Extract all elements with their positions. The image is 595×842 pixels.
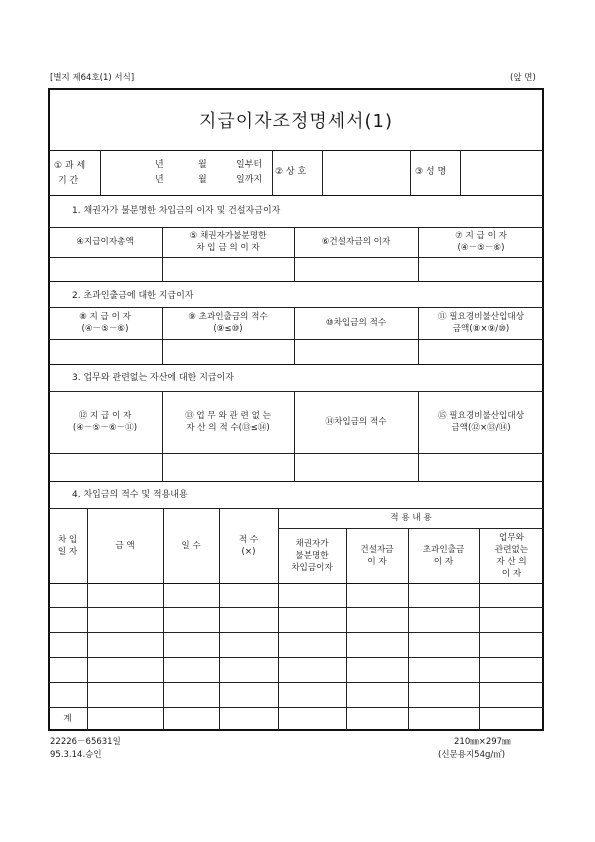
unclear-creditor-interest-header: 채권자가 불분명한 차입금이자 [291,538,333,573]
amount-header: 금 액 [115,541,135,551]
divider [410,150,411,195]
form-number: [별지 제64호(1) 서식] [50,73,135,83]
overdraw-interest-header: 초과인출금 이 자 [422,544,465,567]
period-label: 기 간 [58,176,79,186]
form-title: 지급이자조정명세서(1) [199,111,393,132]
divider [48,364,544,365]
divider [100,150,101,195]
divider [48,150,544,151]
days-header: 일 수 [181,540,201,551]
divider [48,281,544,282]
borrowing-product-header: ⑭차입금의 적수 [325,417,387,427]
divider [48,707,544,708]
period-label: ① 과 세 [54,161,86,171]
table-row[interactable] [48,657,544,682]
paid-interest-field[interactable] [50,455,160,479]
borrowing-product-field[interactable] [296,455,416,479]
paid-interest-header: ⑧ 지 급 이 자 (④－⑤－⑥) [79,312,131,334]
borrowing-product-header: ⑩차입금의 적수 [325,318,387,328]
unclear-creditor-interest-field[interactable] [164,259,292,279]
nondeductible-amount-header: ⑮ 필요경비불산입대상 금액(⑫×⑬/⑭) [437,411,525,433]
overdraw-product-field[interactable] [164,341,292,362]
year-label: 년 [155,160,164,170]
divider [272,150,273,195]
divider [48,195,544,196]
section2-title: 2. 초과인출금에 대한 지급이자 [72,291,194,301]
construction-interest-header: ⑥건설자금의 이자 [321,237,391,247]
table-row[interactable] [48,583,544,607]
unrelated-asset-product-field[interactable] [164,455,292,479]
borrowing-product-field[interactable] [296,341,416,362]
borrow-date-header: 차 입 일 자 [57,534,78,557]
nondeductible-amount-field[interactable] [420,455,542,479]
paid-interest-header: ⑫ 지 급 이 자 (④－⑤－⑥－⑪) [72,411,138,433]
nondeductible-amount-field[interactable] [420,341,542,362]
total-interest-header: ④지급이자총액 [76,237,134,247]
approval-date: 95.3.14.승인 [50,750,102,760]
paid-interest-field[interactable] [50,341,160,362]
unclear-creditor-interest-header: ⑤ 채권자가불분명한 차 입 금 의 이 자 [189,231,267,253]
total-interest-field[interactable] [50,259,160,279]
table-row[interactable] [48,682,544,707]
paper-size: 210㎜×297㎜ [454,737,511,747]
divider [48,453,544,454]
total-row-label: 계 [63,714,72,724]
from-label: 일부터 [236,160,263,170]
application-header: 적 용 내 용 [390,513,432,523]
paid-interest-header: ⑦ 지 급 이 자 (④－⑤－⑥) [455,231,507,253]
nondeductible-amount-header: ⑪ 필요경비불산입대상 금액(⑧×⑨/⑩) [437,312,525,334]
section1-title: 1. 채권자가 불분명한 차입금의 이자 및 건설자금이자 [72,206,281,216]
name-label: ③ 성 명 [415,167,447,177]
divider [48,257,544,258]
construction-interest-header: 건설자금 이 자 [360,544,394,567]
construction-interest-field[interactable] [296,259,416,279]
divider [460,150,461,195]
section4-title: 4. 차입금의 적수 및 적용내용 [72,490,188,500]
company-label: ② 상 호 [275,167,307,177]
name-field[interactable] [463,153,541,193]
table-row[interactable] [48,607,544,632]
divider [48,481,544,482]
unrelated-asset-product-header: ⑬ 업 무 와 관 련 없 는 자 산 의 적 수(⑬≤⑭) [185,411,271,433]
unrelated-asset-interest-header: 업무와 관련없는 자 산 의 이 자 [494,532,529,579]
paid-interest-field[interactable] [420,259,542,279]
table-row[interactable] [48,632,544,657]
form-code: 22226－65631일 [50,737,121,747]
to-label: 일까지 [236,175,263,185]
divider [322,150,323,195]
product-header: 적 수 (×) [238,534,259,557]
month-label: 월 [198,175,207,185]
page-side-label: (앞 면) [510,73,536,83]
company-field[interactable] [324,153,408,193]
divider [48,339,544,340]
overdraw-product-header: ⑨ 초과인출금의 적수 (⑨≤⑩) [188,312,268,334]
section3-title: 3. 업무와 관련없는 자산에 대한 지급이자 [72,373,234,383]
year-label: 년 [155,175,164,185]
paper-spec: (신문용지54g/㎡) [438,750,506,760]
month-label: 월 [198,160,207,170]
